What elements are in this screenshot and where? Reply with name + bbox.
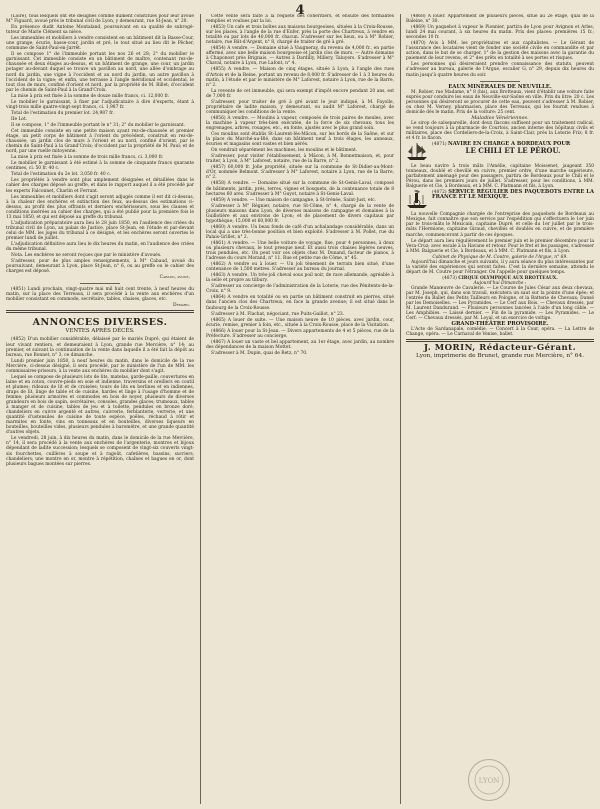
ship2-number: (4872) — [432, 190, 447, 196]
maladies-text: Le sirop de salsepareille, dont deux flacons suffisent pour un traitement radical, se vend toujours à la pharmacie de Courtois, ancien interne des hôpitaux civils et militaires, place des Cordeliers-de-la-Croix, à Saint-Clair, près la Loterie Friz; 8 fr. et 4 fr. le flacon. — [406, 120, 594, 142]
section-subheading: VENTES APRÈS DÉCÈS. — [65, 328, 135, 335]
paragraph: Nota. Les enchères ne seront reçues que par le ministère d'avoués. — [11, 253, 162, 259]
paragraph: La mise à prix est fixée à la somme de douze mille francs, ci. 12,000 fr. — [11, 93, 170, 99]
theatre-text: L'Acte de Sardanapale, comédie. — Concert à la Cour, opéra. — La Lettre de Change, opéra. — Le Carnaval de Venise, ballet. — [406, 327, 594, 338]
separator — [80, 283, 120, 284]
paragraph: Lequel se compose de plusieurs lots de lits, matelas, garde-paille, couvertures en laine et en coton, couvre-pieds en soie et indienne, traversins et oreillers en coutil et plumes; rideaux de lit et de croisées; tours de lits en berlines et en indiennes, draps de lit, linge de table et de cuisine, hardes et linge à l'usage d'homme et de femme; plusieurs armoires et commodes en bois de noyer, plusieurs de diverses grandeurs en bois de sapin, secrétaires, consoles, grandes glaces; trumeaux, tables à manger et de cuisine, tables de jeu et à toilette, pendules en bronze doré, chandeliers en cuivre argenté et autres, cuivrerie, ferblanterie, verrerie, et une quantité d'ustensiles de cuisine de toute espèce, poêles, réchaud à rôtir et marmites en fonte, vins en tonneaux et en bouteilles, diverses liqueurs en bouteilles, bouteilles vides, plusieurs pendules à barométre, et une grande quantité d'autres objets. — [6, 374, 194, 436]
auction-notice: (4851) Lundi prochain, vingt-quatre mai mil huit cent trente, à neuf heures du matin, sur la place des Terreaux, il sera procédé à la vente aux enchères d'un mobilier consistant en commode, secrétaire, tables, chaises, glaces, etc. — [6, 287, 194, 303]
ship2-text: La nouvelle Compagnie chargée de l'entreprise des paquebots de Bordeaux au Mexique, fait connaître que son service par l'expédition qui s'effectuera le 1er juin par le trois-mâts le Mexicain, capitaine Dupré, et celle du 1er juillet par le trois-mâts l'Hermione, capitaine Giraud, chevillés et doublés en cuivre, et de première marche, commenceront à partir de ces époques. — [406, 212, 594, 238]
paragraph: Cet immeuble consiste en une petite maison ayant rez-de-chaussée et premier étage, un petit corps de bâtiment à l'orient du précédent, construit en rez-de-chaussée, un jardin clos de murs à l'orient et au nord, confiné d'orient, par le chemin de Saint-Paul à la Grand'Croix; d'occident par la propriété de M. Paul; et de nord, par une ruelle mitoyenne. — [6, 128, 194, 155]
paragraph: (4854) A vendre. — Domaine situé à Vaugneray, du revenu de 4,000 fr., en partie affermé, avec une belle maison bourgeoise et jardin clos de murs. — Autre domaine à Chaponost près Brignais. — Autres à Dardilly, Millery, Taluyers. S'adresser à M° Chaval, notaire à Lyon, rue Lafont, n° 4. — [206, 46, 394, 67]
paragraph: Les immeubles et mobiliers dont s'agit seront adjugés comme il est dit ci-dessus, à la chaleur des enchères et extinction des feux, au-dessus des estimations ci-dessus, au profit des plus offrants et derniers enchérisseurs, sous les clauses et conditions insérées au cahier des charges, qui a été publié pour la première fois le 13 mai 1850, et qui est déposé au greffe du tribunal. — [6, 194, 194, 220]
paragraph: Total de l'estimation du premier lot. 24,987 fr. — [11, 110, 114, 116]
paragraph: (4857) 60,000 fr. Jolie propriété, située sur la commune de St-Didier-au-Mont-d'Or, nommée Belmont. S'adresser à M° Laforest, notaire à Lyon, rue de la Barre, n° 2. — [206, 165, 394, 181]
column-2 — [206, 14, 394, 804]
page-number: 4 — [295, 3, 305, 18]
paragraph: Le vendredi, 28 juin, à dix heures du matin, dans le domicile de la rue Mercière, n° 14, il sera procédé à la vente aux enchères de l'argenterie, montres et bijoux dépendant de ladite succession; lesquels se composent de vingt-six couverts vingt-six fourchettes, cuillères à soupe et à ragoût, cafetières, bassins, sucriers, chandeliers; une montre en or, montre à répétition, chaînes et bagues en or, dont plusieurs bagues montées sur pierres. — [6, 436, 194, 467]
paragraph: L'adjudication préparatoire aura lieu le 28 juin 1850, en l'audience des criées du tribunal civil de Lyon, au palais de Justice, place St-Jean, en l'étude et par-devant celui de MM. les juges du tribunal à ce désigné, et les enchères seront ouvertes le premier lundi de juillet. — [6, 220, 194, 241]
double-rule — [6, 310, 194, 313]
paragraph: On vendrait séparément les machines, les moulins et le bâtiment. — [211, 148, 358, 154]
library-stamp — [468, 759, 510, 801]
paragraph: La mise à prix est fixée à la somme de trois mille francs, ci. 3,000 fr. — [11, 155, 164, 161]
paragraph: (4868) A louer. Appartement de plusieurs pièces, situé au 2e étage, quai de la Baleine, n° 30. — [406, 14, 594, 25]
paragraph: (4862) A vendre ou à louer. — Un joli tènement de terrain bien situé, d'une contenance de 1,500 mètres. S'adresser au bureau du journal. — [206, 262, 394, 273]
paragraph: (4861) A vendre. — Une belle voiture de voyage, fixe, pour 4 personnes, à deux ou plusieurs chevaux, le tout presque neuf. Et aussi trois chaises légères neuves, trois pendules, etc. On peut voir ces objets chez M. Dunand, facteur de pianos, à l'adresse du cours Morand, n° 11. Rue et petite rue de Côme, n° 45. — [206, 240, 394, 262]
paragraph: S'adresser, pour de plus amples renseignements, à M° Cabaud, avoué du poursuivant, demeurant à Lyon, place St-Jean, n° 6, ou au greffe ou le cahier des charges est déposé. — [6, 259, 194, 275]
steamship-icon — [406, 190, 428, 210]
paragraph: (4869) Un paquebot à vapeur le Pionnier, partira de Lyon pour Avignon et Arles, lundi 24 mai courant, à six heures du matin. Prix des places: premières 15 fr.; secondes 10 fr. — [406, 25, 594, 41]
paragraph: (4852) D'un mobilier considérable, délaissé par le mariés Dupré, qui étaient de leur vivant rentiers, et demeuraient à Lyon, grande rue Mercière, n° 14; au premier, et suivant la continuation de la vente dans laquelle il a été fait la dépôt au bureau, rue Bonnet, n° 3, ce dimanche. — [6, 337, 194, 358]
cirque-text: Grande Manœuvre de Cavalerie. — Le Course de Jules César aux deux chevaux, par M. Joseph, qui, dans son travail, exécutera un saut sur la pointe d'une épée; et l'entrée du Ballet des Petits Tailleurs en Pologne, et la Batterie de Chevaux; Dansé par les Demoiselles. — Les Pyramides. — Le Cerf aux Bois. — Chevaux dressés, par M. Laurent Dandurand. — Plusieurs personnes lancées à l'aide d'un long câble. — Les Amphibies. — Laissé dernier. — Fin de la pyramide. — Les Pyramides. — Le Cerf. — Chevaux dressés, par M. Loyal, et un exercice de voltige. — [406, 285, 594, 322]
eaux-minerales-title: EAUX MINÉRALES DE NEUVILLE. — [448, 83, 552, 90]
paragraph: En présence dudit Antoine Montaland, poursuivant en sa qualité de subrogé-tuteur de Marie Clément sa nièce. — [6, 25, 194, 36]
paragraph: S'adresser à M. Flachat, négociant, rue Puits-Gaillot, n° 23. — [211, 311, 345, 317]
cabinet-text: Aujourd'hui dimanche et jours suivants, il y aura séance du plus intéressantes par la variété des expériences qui seront faites. C'est la dernière semaine, attendu le départ de M. Coutre pour l'étranger. On l'appelle pour quelques temps. — [406, 259, 594, 275]
paragraph: Il se compose 1° de l'immeuble portant les nos 26 et 28; 2° du mobilier le garnissant. Cet immeuble consiste en un bâtiment de maître, contenant rez-de-chaussée et deux étages au-dessus, et un bâtiment de grange, une cour, un jardin potager au-devant duquel se trouve un pavillon au nord, une allée d'ombrage au nord du jardin, une vigne à l'occident et au nord du jardin, un autre pavillon à l'occident de la vigne; et enfin, une terrasse à l'angle méridional et occidental, le tout clos de murs, confiné d'orient et nord, par la propriété de M. Billet; d'occident par le chemin de Saint-Paul à la Grand'Croix. — [6, 52, 194, 93]
ship1-destination: LE CHILI ET LE PÉROU. — [465, 146, 561, 156]
paragraph: (4870) Avis à MM. les propriétaires et aux capitalistes. — Le Gérant de l'assurance des locataires vient de fonder une société civile en commandite et par action, dans le but de se charger, 1° de la gestion des maisons avec la garantie du paiement de leur revenu, et 2° des prêts en totalité à ses pertes et risques. — [406, 41, 594, 62]
paragraph: (4855) A vendre. — Maison de cinq étages, située à Lyon, à l'angle des rues d'Artois et de la Reine, portant un revenu de 8,000 fr. S'adresser de 1 à 3 heures du matin, à l'étude et par le ministère de M° Laforest, notaire à Lyon, rue de la Barre, n° 2. — [206, 67, 394, 88]
property-notices — [206, 14, 394, 356]
eaux-minerales-text: M. Robier, rue Madame, n° 8 (bis), aux Brotteaux, vient d'établir une voiture faite exprès pour conduire les eaux de Neuville-sur-Saône en ville. Prix du litre: 20 c. Les personnes qui désireront se procurer de cette eau, peuvent s'adresser à M. Robier, ou chez M. Verney, pharmacien, place des Terreaux, qui les fournit rendues à domicile dès le matin. Prix de la voiture: 25 cent. — [406, 89, 594, 115]
sailing-ship-icon — [406, 142, 428, 162]
ship1-heading: NAVIRE EN CHARGE A BORDEAUX POUR — [448, 141, 571, 148]
cirque-title: CIRQUE OLYMPIQUE AUX BROTTEAUX. — [458, 275, 558, 281]
paragraph: (4860) A vendre. Un beau fonds de café d'un achalandage considérable, dans un local qui a une très-bonne position et bien exploité. S'adresser à M. Pollet, rue du Palais-Grillet, n° 2. — [206, 224, 394, 240]
paragraph: Le mobilier le garnissant à été estimé à la somme de cinquante francs quarante centimes, ci. 50 fr. 40 c. — [6, 161, 194, 172]
paragraph: Il se compose, 1° de l'immeuble portant le n° 31; 2° du mobilier le garnissant. — [11, 122, 186, 128]
paragraph: S'adresser, pour traiter de gré à gré avant le jour indiqué, à M. Fayolle, propriétaire de ladite maison, y demeurant, ou audit M° Laforest, chargé de communiquer les conditions de la vente. — [206, 99, 394, 115]
paragraph: Le mobilier le garnissant, à fixer par l'adjudicataire à dire d'experts, étant à vingt-trois mille quatre-vingt-sept francs, ci. 1,987 fr. — [6, 99, 194, 110]
theatre-title: GRAND-THÉÂTRE PROVISOIRE. — [451, 321, 549, 328]
paragraph: (4863) A vendre. Un très-joli cheval sous poil noir, de race allemande, agréable à la selle et propre au tilbury. — [206, 273, 394, 284]
printer-line: Lyon, imprimerie de Brunet, grande rue Mercière, n° 64. — [415, 352, 585, 359]
signature-demard: Demard. — [172, 303, 190, 309]
paragraph: (4866) A louer pour la St-Jean. — Divers appartements de 4 et 5 pièces, rue de la Préfecture. S'adresser au concierge. — [206, 328, 394, 339]
separator — [480, 81, 520, 82]
column-divider — [400, 14, 401, 804]
paragraph: (4856) A vendre. — Moulins à vapeur, composés de trois paires de meules, avec la machine à vapeur très-bien exécutée, de la force de six chevaux; tous les engrenages, arbres, rouages, etc., en fonte, ajustés avec le plus grand soin. — [206, 115, 394, 131]
paragraph: Les immeubles et mobiliers à vendre consistent en un bâtiment dit la Basse-Cour, une grange, écurie, basse-cour, jardin et pré, le tout situé au lieu dit le Pêcher, commune de Saint-Paul-en-Jarrêt. — [6, 36, 194, 52]
ship2-text-2: Le départ aura lieu régulièrement le premier juin et le premier décembre pour la Vera-Cruz; avec escale à la Havane et retour. Pour le fret et les passages, s'adresser à MM. Balguerie et Cie, à Bordeaux, et à MM. C. Platmann et fils, à Lyon. — [406, 238, 594, 254]
legal-notices — [6, 14, 194, 274]
paragraph: Les personnes qui désireraient prendre connaissance des statuts, peuvent s'adresser au bureau, galerie de l'Argue, escalier G, n° 29, depuis dix heures du matin jusqu'à quatre heures du soir. — [406, 62, 594, 78]
paragraph: S'adresser à M° Régnier, notaire, rue St-Côme, n° 4, chargé de la vente de plusieurs maisons dans Lyon, de diverses maisons de campagne et domaines à la Guillotière et aux environs de Lyon; et de placement de divers capitaux par hypothèque; 15,000 et 60,000 fr. — [206, 203, 394, 224]
column-3 — [406, 14, 594, 804]
paragraph: S'adresser au concierge de l'administration de la Loterie, rue des Pénitents-de-la-Croix, n° 9. — [206, 284, 394, 295]
cabinet-title: Cabinet de Physique de M. Coutre, galerie de l'Argue, n° 69. — [432, 254, 568, 260]
ship-notice-mexique — [406, 190, 594, 210]
section-heading-annonces: ANNONCES DIVERSES. — [32, 317, 168, 329]
ship1-number: (4871) — [432, 142, 447, 148]
stamp-text: LYON — [478, 777, 500, 785]
misc-notices — [406, 14, 594, 78]
footer — [406, 345, 594, 360]
cirque-subtitle: Aujourd'hui Dimanche : — [473, 280, 527, 286]
double-rule — [406, 339, 594, 342]
ship-notice-chili — [406, 142, 594, 162]
paragraph: S'adresser, pour visiter l'établissement, à Mâcon, à M. Bonnetmaison, et, pour traiter, à Lyon, à M° Laforest, notaire, rue de la Barre, n° 2. — [206, 154, 394, 165]
ship2-heading: SERVICE RÉGULIER DES PAQUEBOTS ENTRE LA FRANCE ET LE MEXIQUE. — [432, 189, 594, 201]
paragraph: Total de l'estimation du 2e lot. 3,050 fr. 40 c. — [11, 172, 111, 178]
paragraph: Les propriétés à vendre sont plus amplement désignées et détaillées dans le cahier des charges déposé au greffe, et dans le rapport auquel il a été procédé par les experts Falconnet, Charlin et Ferrant. — [6, 178, 194, 194]
ship1-text: Le beau navire à trois mâts l'Amélie, capitaine Moissenet, jaugeant 350 tonneaux, doublé et chevillé en cuivre, premier ordre, d'une marche supérieure, parfaitement aménagé pour des passagers, partira de Bordeaux pour le Chili et le Pérou, dans les premiers jours de juillet. S'adresser, pour les conditions, à MM. Balguerie et Cie, à Bordeaux, et à MM. C. Platmann et fils, à Lyon. — [406, 164, 594, 190]
paragraph: (4867) A louer un vaste et bel appartement, au 1er étage, avec jardin, au nombre des dépendances de la maison Mottet. — [206, 339, 394, 350]
paragraph: (Loire), tous lesquels ont été désignés comme dûment constitués pour leur avoué M° Figuard, avoué près le tribunal civil de Lyon, y demeurant, rue St-Jean, n° 20. — [6, 14, 194, 25]
paragraph: IIe Lot. — [11, 116, 28, 122]
paragraph: (4859) A vendre. — Une maison de campagne, à St-Irénée, Saint-Just, etc. — [211, 197, 377, 203]
signature-cabaud: Cabaud, avoué. — [159, 275, 190, 281]
cirque-number: (4873) — [442, 275, 457, 281]
estate-sale-notices — [6, 337, 194, 466]
paragraph: Ces moulins sont établis St-Laurent-lès-Mâcon, sur les bords de la Saône, et sur la place du Marché-au-Blé, dans un bâtiment neuf à trois étages, les anneaux, écuries et magasins sont vastes et bien aérés. — [206, 132, 394, 148]
paragraph: (4865) A louer de suite. — Une maison neuve de 10 pièces, avec jardin, cour, écurie, remise, grenier à foin, etc., située à la Croix-Rousse, place de la Visitation. — [206, 317, 394, 328]
paragraph: (4864) A vendre en totalité ou en partie un bâtiment construit en pierres, situé dans l'ancien clos des Chartreux, en face la grande avenue; il est situé dans le faubourg de la Croix-Rousse. — [206, 295, 394, 311]
maladies-title: Maladies Vénériennes. — [471, 114, 529, 121]
paragraph: Lundi premier juin 1850, à neuf heures du matin, dans le domicile de la rue Mercière, ci-dessus désigné, il sera procédé, par le ministère de l'un de MM. les commissaires-priseurs, à la vente aux enchères du mobilier dont s'agit. — [6, 358, 194, 374]
paragraph: La revente de cet immeuble, qui sera exempt d'impôt encore pendant 20 ans, est de 7,000 fr. — [206, 88, 394, 99]
paragraph: S'adresser à M. Dupin, quai de Retz, n° 70. — [211, 350, 308, 356]
stamp-seal-icon — [469, 760, 509, 800]
column-divider — [200, 14, 201, 804]
paragraph: (4853) Un cafe et trois boîtes aux maisons bourgeoises, situées à la Croix-Rousse, sur les places, à l'angle de la rue d'Enfer, près la porte des Chartreux, à vendre en totalité ou par lots de 40,000 fr. chacun. S'adresser sur les lieux, ou à M° Robier, notaire, rue Bât-d'Argent, n° 8, chargé de traiter de gré à gré. — [206, 25, 394, 46]
paragraph: Cette vente sera faite à la requête des cohéritiers, et ensuite des formalités remplies et voulues par la loi. — [206, 14, 394, 25]
paragraph: L'adjudication définitive aura lieu le dix heures du matin, en l'audience des criées du même tribunal. — [6, 241, 194, 253]
paragraph: (4858) A vendre. — Domaine situé sur la commune de St-Genis-Laval, composé de bâtiments, jardin, prés, terres, vignes et bosquets, de la contenance totale de 8 hectares 60 ares. S'adresser à M° Guyot, notaire à St-Genis-Laval. — [206, 181, 394, 197]
editor-line: J. MORIN, Rédacteur-Gérant. — [423, 343, 577, 354]
column-1 — [6, 14, 194, 804]
